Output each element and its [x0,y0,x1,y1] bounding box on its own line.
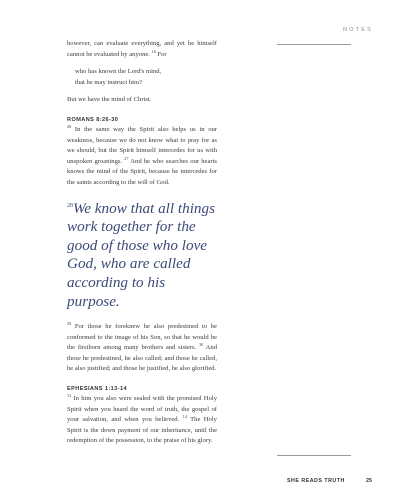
verse-text: In him you also were sealed with the promised Holy Spirit when you heard the word of truth, the gospel of your salvation, and when you believed. [67,395,217,424]
pull-quote [67,200,217,312]
scripture-reference: EPHESIANS 1:13-14 [67,386,127,393]
body-paragraph [67,39,217,60]
page-number: 25 [366,478,372,484]
quoted-poetry-line: who has known the Lord's mind, [75,68,162,76]
verse-text: The Holy Spirit is the down payment of our inheritance, until the redemption of the possession, to the praise of his glory. [67,416,217,445]
verse-number: 27 [124,155,129,161]
body-paragraph [67,394,217,447]
verse-number: 14 [182,414,187,420]
verse-number: 16 [151,48,156,54]
verse-text: And he who searches our hearts knows the mind of the Spirit, because he intercedes for the saints according to the will of God. [67,157,217,186]
notes-rule-top [277,44,351,45]
verse-number: 29 [67,320,72,326]
footer-brand: SHE READS TRUTH [287,478,345,484]
scripture-column [67,39,217,447]
verse-text: In the same way the Spirit also helps us in our weakness, because we do not know what to pray for as we should, but the Spirit himself intercedes for us with unspoken groanings. [67,125,217,165]
body-paragraph [67,125,217,189]
pull-quote-text: We know that all things work together for the good of those who love God, who are called according to his purpose. [67,199,216,310]
scripture-reference: ROMANS 8:26-30 [67,116,119,123]
verse-number: 26 [67,123,72,129]
verse-number: 28 [67,202,73,209]
body-text: however, can evaluate everything, and yet he [67,40,195,47]
verse-number: 13 [67,392,72,398]
body-paragraph [67,322,217,375]
body-text: himself cannot be evaluated by anyone. [67,40,217,58]
verse-number: 30 [199,342,204,348]
notes-rule-bottom [277,455,351,456]
notes-label: NOTES [343,27,373,33]
quoted-poetry-line: that he may instruct him? [75,78,143,86]
body-paragraph: But we have the mind of Christ. [67,96,152,104]
verse-text: For those he foreknew he also predestined to be conformed to the image of his Son, so that he would be the firstborn among many brothers and sisters. [67,323,217,352]
body-text: For [155,50,167,58]
verse-text: And those he predestined, he also called; and those he called, he also justified; and those he justified, he also glorified. [67,344,217,373]
